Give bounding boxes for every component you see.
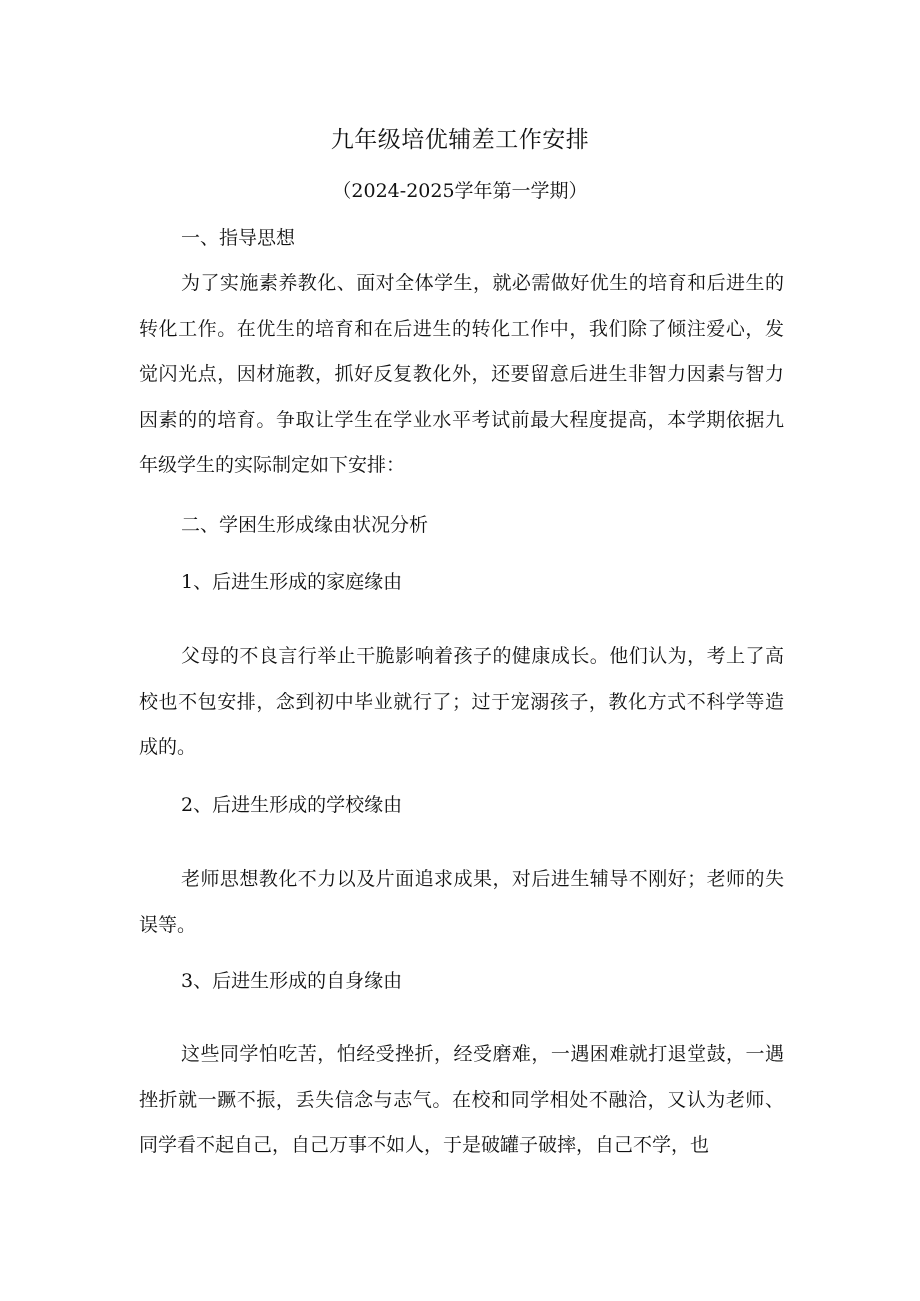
section-heading-cause-analysis: 二、学困生形成缘由状况分析 — [181, 514, 429, 536]
paragraph-introduction: 为了实施素养教化、面对全体学生，就必需做好优生的培育和后进生的转化工作。在优生的培育和在后进生的转化工作中，我们除了倾注爱心，发觉闪光点，因材施教，抓好反复教化外，还要留意后进生非智力因素与智力因素的的培育。争取让学生在学业水平考试前最大程度提高，本学期依据九年级学生的实际制定如下安排： — [139, 272, 784, 476]
paragraph-family-causes: 父母的不良言行举止干脆影响着孩子的健康成长。他们认为，考上了高校也不包安排，念到初中毕业就行了；过于宠溺孩子，教化方式不科学等造成的。 — [139, 645, 784, 758]
document-title: 九年级培优辅差工作安排 — [330, 127, 590, 153]
paragraph-self-causes: 这些同学怕吃苦，怕经受挫折，经受磨难，一遇困难就打退堂鼓，一遇挫折就一蹶不振，丢失信念与志气。在校和同学相处不融洽，又认为老师、同学看不起自己，自己万事不如人，于是破罐子破摔，自己不学，也 — [139, 1043, 784, 1156]
subheading-self-causes: 3、后进生形成的自身缘由 — [181, 970, 403, 992]
paragraph-school-causes: 老师思想教化不力以及片面追求成果，对后进生辅导不刚好；老师的失误等。 — [139, 868, 784, 936]
subheading-school-causes: 2、后进生形成的学校缘由 — [181, 794, 403, 816]
subheading-family-causes: 1、后进生形成的家庭缘由 — [181, 571, 403, 593]
section-heading-guiding-thought: 一、指导思想 — [181, 227, 296, 249]
document-subtitle: （2024-2025学年第一学期） — [332, 180, 588, 202]
